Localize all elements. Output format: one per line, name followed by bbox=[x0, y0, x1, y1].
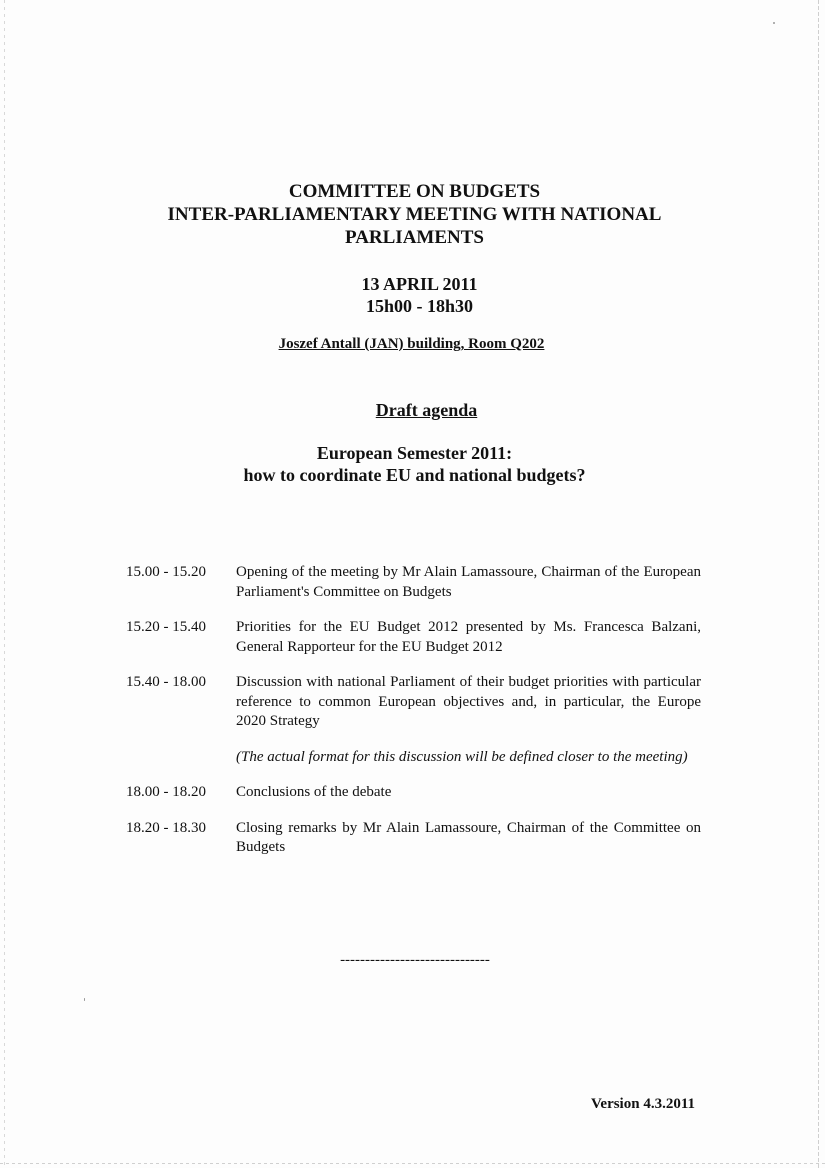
heading-line-3: PARLIAMENTS bbox=[345, 227, 484, 248]
agenda-item-note: (The actual format for this discussion will be defined closer to the meeting) bbox=[236, 748, 688, 765]
heading-line-1: COMMITTEE ON BUDGETS bbox=[288, 181, 541, 202]
agenda-item-description: Discussion with national Parliament of their budget priorities with particular reference to common European objectives and, in particular, the Europe 2020 Strategy bbox=[236, 674, 701, 729]
agenda-item-time: 15.20 - 15.40 bbox=[126, 619, 206, 635]
scan-edge-left bbox=[4, 0, 5, 1168]
venue-text: Joszef Antall (JAN) building, Room Q202 bbox=[278, 336, 545, 352]
draft-agenda-text: Draft agenda bbox=[375, 400, 478, 420]
agenda-item-time: 18.20 - 18.30 bbox=[126, 819, 206, 836]
scan-speck bbox=[773, 22, 775, 24]
agenda-item-time: 15.00 - 15.20 bbox=[126, 564, 206, 580]
scan-speck bbox=[84, 998, 85, 1001]
agenda-subtitle bbox=[0, 442, 825, 486]
agenda-item-time: 18.00 - 18.20 bbox=[126, 784, 206, 800]
subtitle-line-1: European Semester 2011: bbox=[316, 443, 513, 463]
agenda-item-time: 15.40 - 18.00 bbox=[126, 674, 206, 690]
agenda-item bbox=[126, 618, 701, 657]
scan-edge-right bbox=[818, 0, 819, 1168]
document-heading bbox=[0, 180, 825, 249]
agenda-item-description-block bbox=[236, 673, 701, 767]
heading-line-2: INTER-PARLIAMENTARY MEETING WITH NATIONAL bbox=[167, 204, 662, 225]
agenda-item-description: Priorities for the EU Budget 2012 presented by Ms. Francesca Balzani, General Rapporteur for the EU Budget 2012 bbox=[236, 619, 701, 655]
meeting-date: 13 APRIL 2011 bbox=[361, 274, 478, 294]
meeting-datetime bbox=[0, 273, 825, 317]
agenda-item bbox=[126, 673, 701, 767]
section-separator bbox=[0, 952, 825, 969]
agenda-item-description: Opening of the meeting by Mr Alain Lamassoure, Chairman of the European Parliament's Committee on Budgets bbox=[236, 564, 701, 600]
draft-agenda-label bbox=[0, 400, 825, 421]
agenda-item bbox=[126, 819, 701, 858]
meeting-venue bbox=[0, 336, 825, 353]
scan-edge-bottom bbox=[0, 1163, 825, 1164]
agenda-item bbox=[126, 783, 701, 803]
meeting-time: 15h00 - 18h30 bbox=[365, 296, 473, 316]
agenda-item-description: Conclusions of the debate bbox=[236, 784, 392, 800]
agenda-list bbox=[126, 563, 701, 874]
separator-dashes: ------------------------------ bbox=[340, 952, 490, 968]
agenda-item bbox=[126, 563, 701, 602]
agenda-item-description: Closing remarks by Mr Alain Lamassoure, Chairman of the Committee on Budgets bbox=[236, 819, 701, 855]
subtitle-line-2: how to coordinate EU and national budgets? bbox=[243, 465, 586, 485]
version-label: Version 4.3.2011 bbox=[590, 1096, 695, 1112]
